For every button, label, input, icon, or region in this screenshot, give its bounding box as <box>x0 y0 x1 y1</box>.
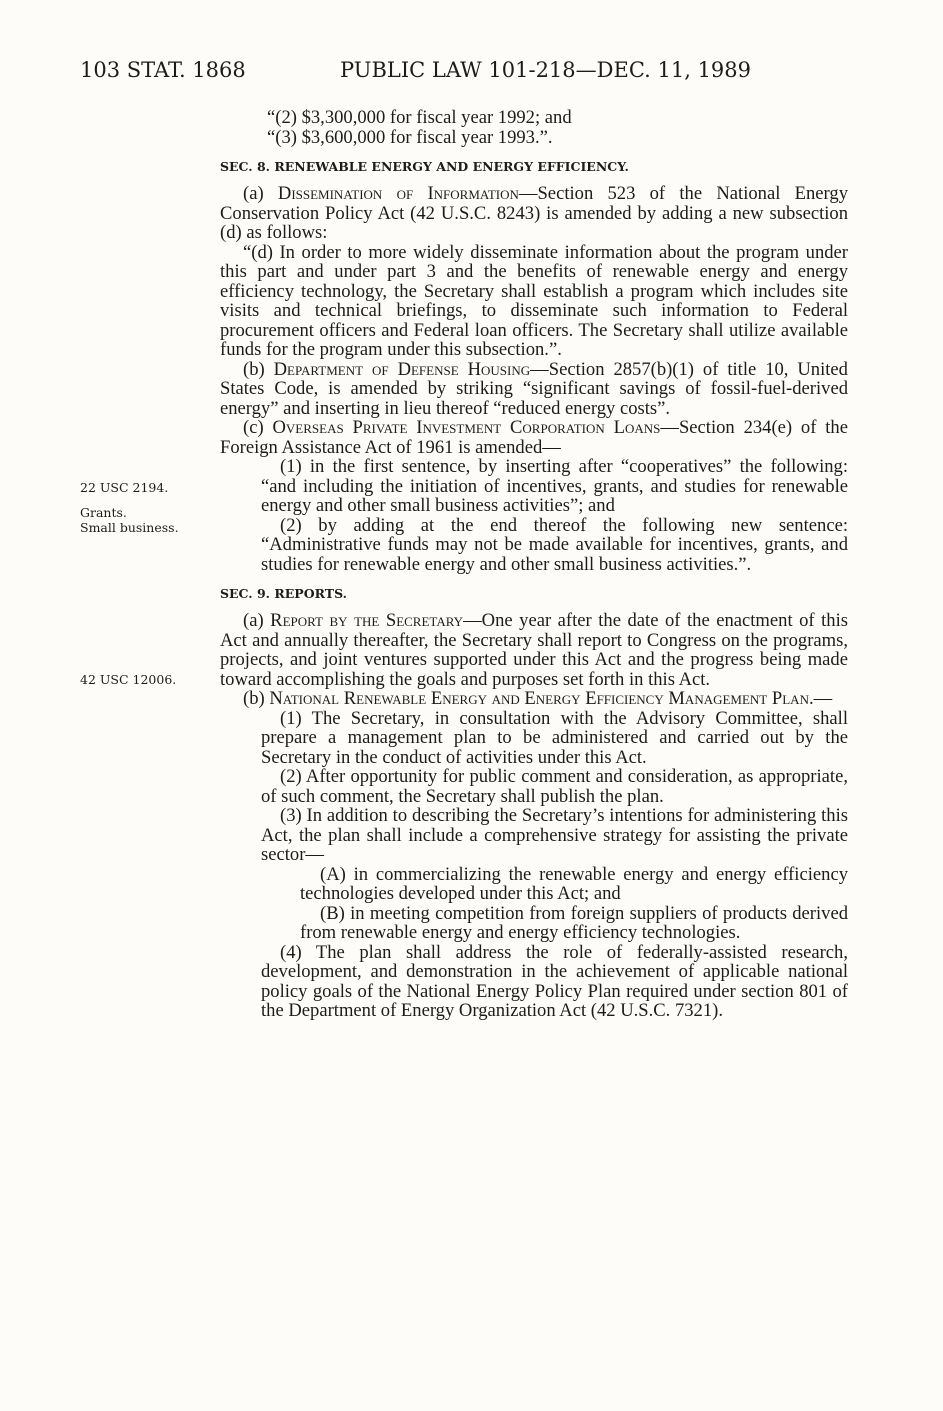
report-a-text: —One year after the date of the enactment of this Act and annually thereafter, the Secretary shall report to Congress on the programs, projects, and joint ventures supported under this Act and the progress being made toward accomplishing the goals and purposes set forth in this Act. <box>220 610 849 690</box>
page-header <box>80 58 880 86</box>
paragraph-b-heading: Department of Defense Housing <box>273 358 531 380</box>
paragraph-c2: (2) by adding at the end thereof the following new sentence: “Administrative funds may not be made available for incentives, grants, and studies for renewable energy and other small business activities.”. <box>261 514 848 575</box>
public-law-title: PUBLIC LAW 101-218—DEC. 11, 1989 <box>340 58 752 82</box>
report-b-heading: National Renewable Energy and Energy Efficiency Management Plan <box>269 688 809 709</box>
paragraph-a: (a) Dissemination of Information—Section 523 of the National Energy Conservation Policy Act (42 U.S.C. 8243) is amended by adding a new subsection (d) as follows: <box>220 183 848 243</box>
report-a-heading: Report by the Secretary <box>270 610 464 631</box>
paragraph-b-text: —Section 2857(b)(1) of title 10, United States Code, is amended by striking “significant savings of fossil-fuel-derived energy” and inserting in lieu thereof “reduced energy costs”. <box>220 358 848 419</box>
statute-page-number: 103 STAT. 1868 <box>80 58 246 82</box>
section-9-heading: SEC. 9. REPORTS. <box>220 586 347 601</box>
paragraph-c-text: —Section 234(e) of the Foreign Assistance Act of 1961 is amended— <box>220 417 848 458</box>
margin-note-grants: Grants. <box>80 505 127 520</box>
report-b-item-1: (1) The Secretary, in consultation with the Advisory Committee, shall prepare a management plan to be administered and carried out by the Secretary in the conduct of activities under this Act. <box>261 707 848 768</box>
report-paragraph-b: (b) National Renewable Energy and Energy Efficiency Management Plan.— <box>243 688 833 709</box>
section-8-heading: SEC. 8. RENEWABLE ENERGY AND ENERGY EFFICIENCY. <box>220 159 629 174</box>
margin-note-small-business: Small business. <box>80 520 179 535</box>
report-b-item-3b: (B) in meeting competition from foreign suppliers of products derived from renewable energy and energy efficiency technologies. <box>300 902 848 943</box>
report-b-item-4: (4) The plan shall address the role of federally-assisted research, development, and demonstration in the achievement of applicable national policy goals of the National Energy Policy Plan required under section 801 of the Department of Energy Organization Act (42 U.S.C. 7321). <box>261 941 848 1021</box>
document-body <box>220 108 848 1021</box>
report-b-item-2: (2) After opportunity for public comment and consideration, as appropriate, of such comment, the Secretary shall publish the plan. <box>261 766 848 807</box>
paragraph-c: (c) Overseas Private Investment Corporation Loans—Section 234(e) of the Foreign Assistance Act of 1961 is amended— <box>220 417 848 458</box>
report-paragraph-a: (a) Report by the Secretary—One year after the date of the enactment of this Act and annually thereafter, the Secretary shall report to Congress on the programs, projects, and joint ventures supported under this Act and the progress being made toward accomplishing the goals and purposes set forth in this Act. <box>220 610 849 690</box>
quote-line-3: “(3) $3,600,000 for fiscal year 1993.”. <box>267 126 553 148</box>
paragraph-c-heading: Overseas Private Investment Corporation Loans <box>272 417 661 438</box>
paragraph-a-heading: Dissemination of Information <box>277 183 519 204</box>
paragraph-b: (b) Department of Defense Housing—Section 2857(b)(1) of title 10, United States Code, is amended by striking “significant savings of fossil-fuel-derived energy” and inserting in lieu thereof “reduced energy costs”. <box>220 358 848 419</box>
paragraph-c1: (1) in the first sentence, by inserting after “cooperatives” the following: “and including the initiation of incentives, grants, and studies for renewable energy and other small business activities”; and <box>261 456 848 516</box>
report-b-item-3a: (A) in commercializing the renewable energy and energy efficiency technologies developed under this Act; and <box>300 863 848 904</box>
report-b-dash: .— <box>808 688 833 709</box>
subsection-d-text: “(d) In order to more widely disseminate information about the program under this part and under part 3 and the benefits of renewable energy and energy efficiency technology, the Secretary shall establish a program which includes site visits and technical briefings, to disseminate such information to Federal procurement officers and Federal loan officers. The Secretary shall utilize available funds for the program under this subsection.”. <box>220 241 848 360</box>
margin-note-usc-12006: 42 USC 12006. <box>80 672 177 687</box>
paragraph-a-text: —Section 523 of the National Energy Conservation Policy Act (42 U.S.C. 8243) is amended by adding a new subsection (d) as follows: <box>220 183 848 243</box>
quote-line-2: “(2) $3,300,000 for fiscal year 1992; and <box>267 107 572 128</box>
report-b-item-3: (3) In addition to describing the Secretary’s intentions for administering this Act, the plan shall include a comprehensive strategy for assisting the private sector— <box>261 805 848 865</box>
margin-note-usc-2194: 22 USC 2194. <box>80 480 169 495</box>
